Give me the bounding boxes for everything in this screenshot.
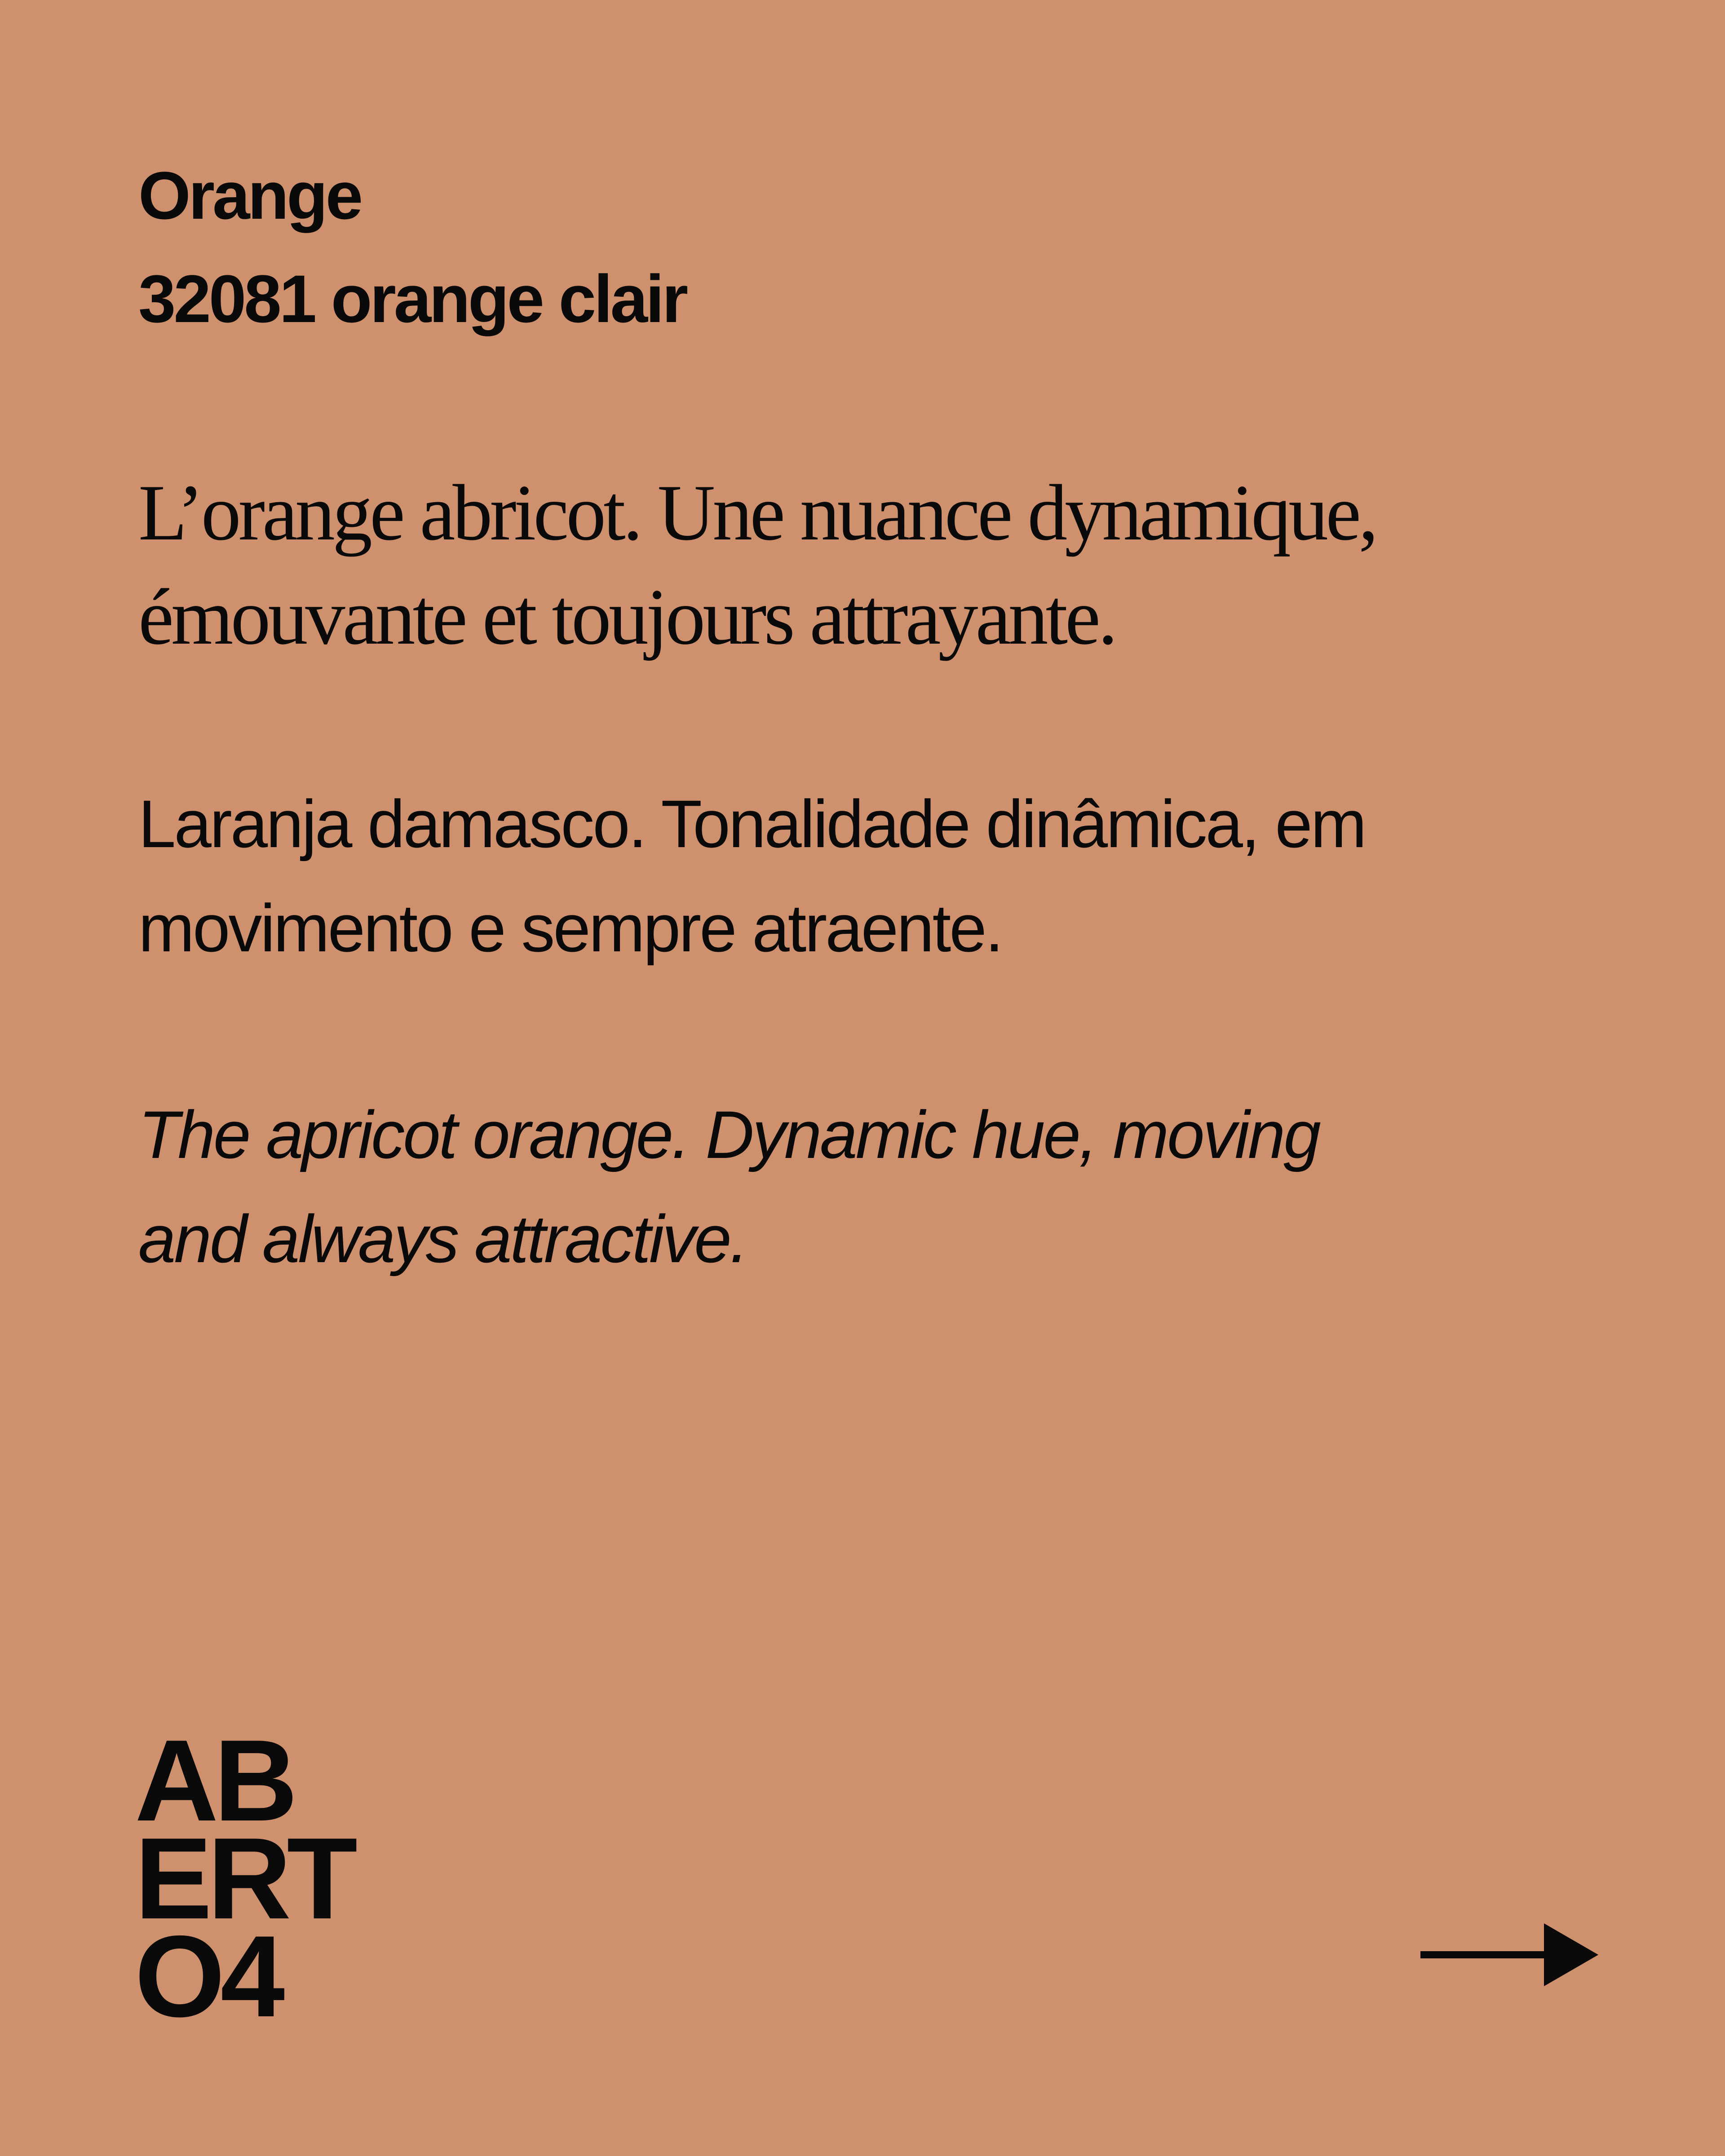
logo-line: ERT: [135, 1813, 353, 1943]
description-line: The apricot orange. Dynamic hue, moving: [138, 1097, 1319, 1172]
color-heading: [138, 144, 1621, 350]
logo-line: AB: [135, 1715, 293, 1845]
description-line: and always attractive.: [138, 1201, 747, 1277]
color-family-title: Orange: [138, 158, 361, 233]
description-line: émouvante et toujours attrayante.: [138, 572, 1115, 661]
description-line: movimento e sempre atraente.: [138, 890, 1002, 966]
description-line: L’orange abricot. Une nuance dynamique,: [138, 468, 1376, 557]
description-line: Laranja damasco. Tonalidade dinâmica, em: [138, 786, 1365, 862]
arrow-right-icon[interactable]: [1420, 1923, 1598, 1986]
description-french: [138, 460, 1621, 669]
description-portuguese: [138, 772, 1621, 980]
logo-line: O4: [135, 1911, 281, 2041]
color-code-name: 32081 orange clair: [138, 261, 686, 336]
description-english: [138, 1082, 1621, 1291]
brand-logo: [135, 1715, 353, 2041]
